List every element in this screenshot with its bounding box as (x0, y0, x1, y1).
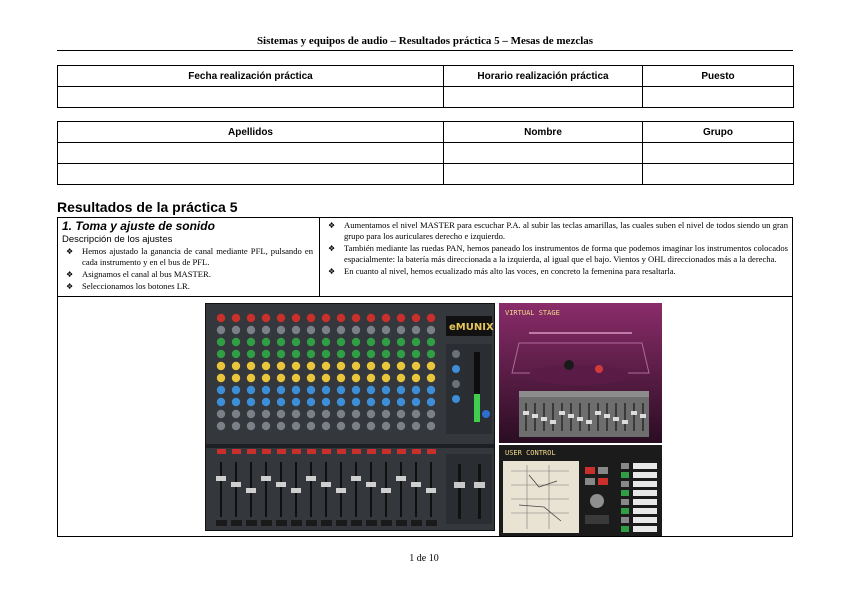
mixer-knob (232, 350, 240, 358)
mixer-channel-label (351, 520, 362, 526)
track-name (633, 490, 657, 496)
mixer-channel-label (276, 520, 287, 526)
mixer-knob (382, 326, 390, 334)
right-bullet-list (325, 220, 788, 278)
diamond-bullet-icon: ❖ (66, 282, 74, 291)
mixer-knob (322, 314, 330, 322)
grupo-cell-2[interactable] (643, 164, 794, 185)
mixer-knob (352, 350, 360, 358)
stage-fader-cap (604, 414, 610, 418)
track-name (633, 472, 657, 478)
mixer-knob (307, 422, 315, 430)
mixer-knob (232, 362, 240, 370)
mixer-knob (427, 338, 435, 346)
mixer-knob (322, 338, 330, 346)
mixer-fader-cap (261, 476, 271, 481)
mixer-fader-cap (321, 482, 331, 487)
mixer-knob (262, 338, 270, 346)
mixer-knob (217, 374, 225, 382)
mixer-channel-label (231, 520, 242, 526)
mixer-fader-cap (231, 482, 241, 487)
stage-fader-track (588, 403, 590, 431)
mixer-knob (367, 350, 375, 358)
mixer-fader-cap (306, 476, 316, 481)
mixer-knob (352, 422, 360, 430)
mixer-knob (382, 386, 390, 394)
mixer-knob (217, 338, 225, 346)
mixer-knob (427, 374, 435, 382)
stage-fader-track (525, 403, 527, 431)
mixer-knob (337, 338, 345, 346)
mixer-knob (217, 422, 225, 430)
stage-fader-cap (622, 420, 628, 424)
mixer-knob (337, 410, 345, 418)
mixer-knob (397, 338, 405, 346)
track-button (621, 526, 629, 532)
stage-fader-track (552, 403, 554, 431)
section-title: Resultados de la práctica 5 (57, 199, 238, 215)
mixer-knob (292, 314, 300, 322)
mixer-knob (277, 398, 285, 406)
mixer-knob (382, 362, 390, 370)
mixer-channel-label (291, 520, 302, 526)
mixer-knob (337, 314, 345, 322)
mixer-knob (382, 338, 390, 346)
mixer-mute (337, 449, 346, 454)
mixer-fader-track (280, 462, 282, 517)
mixer-mute (277, 449, 286, 454)
horario-header: Horario realización práctica (444, 66, 643, 87)
list-item: ❖ Hemos ajustado la ganancia de canal mediante PFL, pulsando en cada instrumento y en el bus de PFL. (66, 246, 313, 267)
mixer-graphic (206, 304, 495, 531)
mixer-fader-cap (396, 476, 406, 481)
header-rule (57, 50, 793, 51)
mixer-knob (412, 386, 420, 394)
mixer-knob (262, 410, 270, 418)
track-name (633, 499, 657, 505)
mixer-knob (307, 314, 315, 322)
mixer-knob (352, 374, 360, 382)
track-name (633, 517, 657, 523)
mixer-knob (307, 338, 315, 346)
stage-fader-cap (613, 417, 619, 421)
mixer-knob (217, 410, 225, 418)
mixer-channel-label (426, 520, 437, 526)
mixer-knob (397, 314, 405, 322)
mixer-fader-track (400, 462, 402, 517)
user-control-graphic (499, 445, 662, 536)
practice-info-table (57, 65, 794, 108)
stage-fader-cap (640, 414, 646, 418)
track-name (633, 463, 657, 469)
mixer-knob (412, 362, 420, 370)
mixer-knob (397, 374, 405, 382)
mixer-knob (262, 398, 270, 406)
stage-fader-cap (532, 414, 538, 418)
mixer-fader-cap (381, 488, 391, 493)
mixer-fader-cap (336, 488, 346, 493)
mixer-knob (337, 326, 345, 334)
diamond-bullet-icon: ❖ (66, 247, 74, 256)
mixer-knob (367, 386, 375, 394)
page-number: 1 de 10 (409, 553, 439, 564)
mixer-knob (262, 362, 270, 370)
mixer-fader-cap (246, 488, 256, 493)
mixer-knob (427, 422, 435, 430)
track-button (621, 508, 629, 514)
mixer-channel-label (381, 520, 392, 526)
mixer-knob (397, 422, 405, 430)
list-item: ❖ Seleccionamos los botones LR. (66, 281, 190, 291)
mixer-fader-track (235, 462, 237, 517)
mixer-knob (382, 314, 390, 322)
mixer-knob (412, 410, 420, 418)
mixer-knob (232, 398, 240, 406)
mixer-knob (277, 362, 285, 370)
mixer-knob (367, 374, 375, 382)
stage-fader-cap (523, 411, 529, 415)
mixer-knob (397, 326, 405, 334)
stage-fader-track (597, 403, 599, 431)
track-name (633, 481, 657, 487)
mixer-knob (382, 410, 390, 418)
mixer-knob (277, 350, 285, 358)
fecha-cell[interactable] (58, 87, 444, 108)
mixer-knob (427, 410, 435, 418)
mixer-knob (232, 374, 240, 382)
stage-fader-track (561, 403, 563, 431)
mixer-knob (247, 410, 255, 418)
mixer-knob (367, 314, 375, 322)
stage-fader-cap (541, 417, 547, 421)
mixer-knob (337, 386, 345, 394)
mixer-knob (427, 326, 435, 334)
mixer-knob (397, 410, 405, 418)
mixer-knob (217, 314, 225, 322)
mixer-fader-track (325, 462, 327, 517)
track-button (621, 490, 629, 496)
mixer-knob (277, 326, 285, 334)
mixer-mute (382, 449, 391, 454)
left-bullet-list (63, 246, 313, 293)
puesto-cell[interactable] (643, 87, 794, 108)
mixer-knob (337, 350, 345, 358)
mixer-knob (277, 374, 285, 382)
mixer-knob (412, 326, 420, 334)
mixer-knob (427, 350, 435, 358)
mixer-knob (292, 362, 300, 370)
mixer-knob (292, 386, 300, 394)
nombre-header: Nombre (444, 122, 643, 143)
mixer-knob (367, 362, 375, 370)
mixer-knob (262, 350, 270, 358)
mixer-knob (217, 386, 225, 394)
mixer-mute (322, 449, 331, 454)
mixer-mute (352, 449, 361, 454)
track-button (621, 481, 629, 487)
mixer-channel-label (216, 520, 227, 526)
mixer-fader-track (310, 462, 312, 517)
mixer-fader-track (415, 462, 417, 517)
mixer-knob (427, 314, 435, 322)
puesto-header: Puesto (643, 66, 794, 87)
mixer-mute (247, 449, 256, 454)
diamond-bullet-icon: ❖ (328, 267, 336, 276)
track-button (621, 499, 629, 505)
mixer-knob (352, 362, 360, 370)
mixer-knob (427, 398, 435, 406)
mixer-knob (337, 374, 345, 382)
mixer-knob (412, 350, 420, 358)
mixer-fader-track (220, 462, 222, 517)
grupo-cell-1[interactable] (643, 143, 794, 164)
mixer-knob (352, 386, 360, 394)
mixer-knob (382, 422, 390, 430)
mixer-knob (352, 410, 360, 418)
mixer-mute (307, 449, 316, 454)
mixer-knob (262, 386, 270, 394)
stage-graphic (499, 303, 662, 443)
mixer-mute (232, 449, 241, 454)
mixer-fader-cap (366, 482, 376, 487)
stage-fader-cap (631, 411, 637, 415)
mixer-knob (322, 422, 330, 430)
list-item: ❖ En cuanto al nivel, hemos ecualizado más alto las voces, en concreto la femenina para resaltarla. (328, 266, 676, 276)
user-control-label: USER CONTROL (505, 449, 556, 457)
mixer-knob (337, 398, 345, 406)
mixer-channel-label (366, 520, 377, 526)
mixer-knob (307, 410, 315, 418)
list-item: ❖ Asignamos el canal al bus MASTER. (66, 269, 211, 279)
apellidos-header: Apellidos (58, 122, 444, 143)
student-info-table (57, 121, 794, 185)
mixer-fader-track (370, 462, 372, 517)
mixer-knob (397, 386, 405, 394)
mixer-knob (382, 350, 390, 358)
mixer-knob (217, 350, 225, 358)
mixer-knob (427, 362, 435, 370)
track-button (621, 463, 629, 469)
diamond-bullet-icon: ❖ (328, 244, 336, 253)
mixer-knob (322, 374, 330, 382)
mixer-knob (322, 350, 330, 358)
mixer-knob (292, 350, 300, 358)
mixer-mute (397, 449, 406, 454)
mixer-knob (352, 326, 360, 334)
diamond-bullet-icon: ❖ (328, 221, 336, 230)
mixer-console-image (205, 303, 495, 531)
user-control-image (499, 445, 662, 536)
mixer-knob (277, 338, 285, 346)
track-name (633, 508, 657, 514)
mixer-channel-label (246, 520, 257, 526)
grupo-header: Grupo (643, 122, 794, 143)
mixer-fader-cap (216, 476, 226, 481)
mixer-knob (247, 350, 255, 358)
stage-fader-track (633, 403, 635, 431)
mixer-channel-label (321, 520, 332, 526)
mixer-knob (367, 326, 375, 334)
mixer-knob (397, 398, 405, 406)
track-button (621, 472, 629, 478)
mixer-knob (262, 326, 270, 334)
mixer-knob (352, 314, 360, 322)
mixer-knob (247, 374, 255, 382)
mixer-knob (217, 326, 225, 334)
mixer-knob (412, 398, 420, 406)
nombre-cell-1[interactable] (444, 143, 643, 164)
page-header: Sistemas y equipos de audio – Resultados práctica 5 – Mesas de mezclas (256, 35, 594, 47)
mixer-knob (322, 362, 330, 370)
mixer-knob (307, 374, 315, 382)
mixer-knob (247, 362, 255, 370)
nombre-cell-2[interactable] (444, 164, 643, 185)
mixer-knob (277, 410, 285, 418)
mixer-knob (262, 374, 270, 382)
mixer-mute (412, 449, 421, 454)
mixer-knob (232, 338, 240, 346)
stage-fader-cap (550, 420, 556, 424)
list-item: ❖ También mediante las ruedas PAN, hemos paneado los instrumentos de forma que podemos imaginar los instrumentos colocados espacialmente: la batería más direccionada a la izquierda, al igual que el bajo. Vientos y OHL direccionados más a la derecha. (328, 243, 788, 264)
mixer-fader-cap (426, 488, 436, 493)
mixer-knob (247, 326, 255, 334)
mixer-knob (322, 398, 330, 406)
mixer-knob (232, 386, 240, 394)
mixer-knob (322, 326, 330, 334)
mixer-fader-track (355, 462, 357, 517)
mixer-mute (217, 449, 226, 454)
mixer-knob (367, 410, 375, 418)
mixer-knob (292, 374, 300, 382)
mixer-knob (232, 314, 240, 322)
mixer-mute (262, 449, 271, 454)
mixer-channel-label (261, 520, 272, 526)
mixer-fader-cap (351, 476, 361, 481)
mixer-knob (292, 398, 300, 406)
mixer-knob (277, 386, 285, 394)
mixer-channel-label (411, 520, 422, 526)
mixer-knob (247, 314, 255, 322)
mixer-knob (277, 314, 285, 322)
mixer-knob (307, 398, 315, 406)
mixer-knob (367, 422, 375, 430)
virtual-stage-label: VIRTUAL STAGE (505, 309, 560, 317)
mixer-knob (337, 362, 345, 370)
mixer-knob (232, 326, 240, 334)
subsection-title: 1. Toma y ajuste de sonido (62, 219, 215, 233)
stage-fader-cap (586, 420, 592, 424)
mixer-knob (367, 338, 375, 346)
mixer-knob (412, 338, 420, 346)
column-divider (319, 217, 320, 296)
mixer-channel-label (306, 520, 317, 526)
mixer-knob (397, 362, 405, 370)
mixer-knob (232, 410, 240, 418)
mixer-knob (337, 422, 345, 430)
mixer-knob (382, 398, 390, 406)
stage-fader-cap (595, 411, 601, 415)
mixer-fader-cap (411, 482, 421, 487)
mixer-mute (427, 449, 436, 454)
mixer-knob (307, 350, 315, 358)
apellidos-cell-1[interactable] (58, 143, 444, 164)
mixer-channel-label (396, 520, 407, 526)
mixer-logo: eMUNIX (449, 322, 494, 333)
mixer-knob (307, 386, 315, 394)
track-name (633, 526, 657, 532)
mixer-knob (322, 410, 330, 418)
mixer-knob (307, 326, 315, 334)
mixer-knob (247, 386, 255, 394)
mixer-knob (412, 374, 420, 382)
mixer-knob (262, 314, 270, 322)
track-button (621, 517, 629, 523)
mixer-knob (322, 386, 330, 394)
mixer-knob (367, 398, 375, 406)
mixer-knob (262, 422, 270, 430)
mixer-fader-cap (276, 482, 286, 487)
mixer-knob (292, 338, 300, 346)
horario-cell[interactable] (444, 87, 643, 108)
stage-fader-cap (559, 411, 565, 415)
mixer-knob (352, 398, 360, 406)
mixer-mute (292, 449, 301, 454)
mixer-knob (292, 422, 300, 430)
subsection-description: Descripción de los ajustes (62, 234, 173, 245)
stage-fader-cap (577, 417, 583, 421)
mixer-knob (247, 338, 255, 346)
mixer-knob (247, 422, 255, 430)
diamond-bullet-icon: ❖ (66, 270, 74, 279)
mixer-knob (412, 314, 420, 322)
mixer-knob (217, 398, 225, 406)
stage-fader-track (624, 403, 626, 431)
mixer-knob (292, 410, 300, 418)
mixer-knob (397, 350, 405, 358)
mixer-fader-cap (291, 488, 301, 493)
row-divider (57, 296, 793, 297)
mixer-knob (307, 362, 315, 370)
mixer-knob (427, 386, 435, 394)
mixer-fader-track (265, 462, 267, 517)
mixer-knob (292, 326, 300, 334)
mixer-knob (277, 422, 285, 430)
mixer-knob (352, 338, 360, 346)
mixer-knob (217, 362, 225, 370)
mixer-knob (247, 398, 255, 406)
stage-fader-cap (568, 414, 574, 418)
mixer-knob (382, 374, 390, 382)
virtual-stage-image (499, 303, 662, 443)
apellidos-cell-2[interactable] (58, 164, 444, 185)
mixer-knob (232, 422, 240, 430)
mixer-channel-label (336, 520, 347, 526)
list-item: ❖ Aumentamos el nivel MASTER para escuchar P.A. al subir las teclas amarillas, las cuales suben el nivel de todos siendo un gran grupo para los auriculares derecho e izquierdo. (328, 220, 788, 241)
mixer-mute (367, 449, 376, 454)
mixer-knob (412, 422, 420, 430)
fecha-header: Fecha realización práctica (58, 66, 444, 87)
